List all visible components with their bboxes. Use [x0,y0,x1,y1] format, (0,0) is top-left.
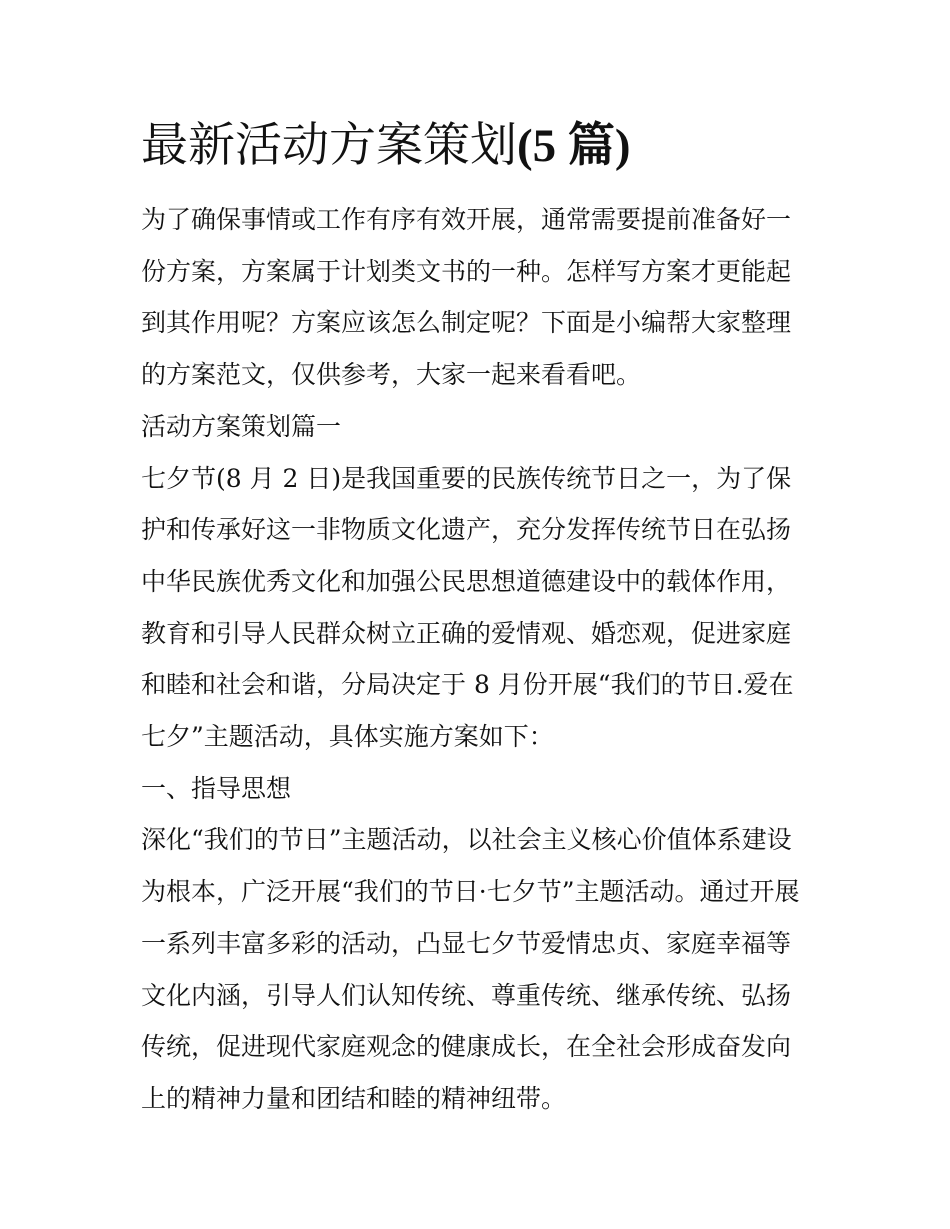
plan-one-intro-paragraph: 七夕节(8 月 2 日)是我国重要的民族传统节日之一，为了保护和传承好这一非物质文化遗产，充分发挥传统节日在弘扬中华民族优秀文化和加强公民思想道德建设中的载体作用，教育和引导人民群众树立正确的爱情观、婚恋观，促进家庭和睦和社会和谐，分局决定于 8 月份开展“我们的节日.爱在七夕”主题活动，具体实施方案如下： [141,463,794,752]
guiding-ideology-paragraph: 深化“我们的节日”主题活动，以社会主义核心价值体系建设为根本，广泛开展“我们的节日·七夕节”主题活动。通过开展一系列丰富多彩的活动，凸显七夕节爱情忠贞、家庭幸福等文化内涵，引导人们认知传统、尊重传统、继承传统、弘扬传统，促进现代家庭观念的健康成长，在全社会形成奋发向上的精神力量和团结和睦的精神纽带。 [141,825,800,1113]
section-heading-plan-one: 活动方案策划篇一 [141,411,342,441]
document-title-count: (5 篇) [517,120,631,172]
document-title [141,108,812,184]
document-title-main: 最新活动方案策划 [141,118,517,173]
section-heading-guiding-ideology: 一、指导思想 [141,773,292,803]
intro-paragraph: 为了确保事情或工作有序有效开展，通常需要提前准备好一份方案，方案属于计划类文书的一种。怎样写方案才更能起到其作用呢？方案应该怎么制定呢？下面是小编帮大家整理的方案范文，仅供参考，大家一起来看看吧。 [141,205,792,390]
